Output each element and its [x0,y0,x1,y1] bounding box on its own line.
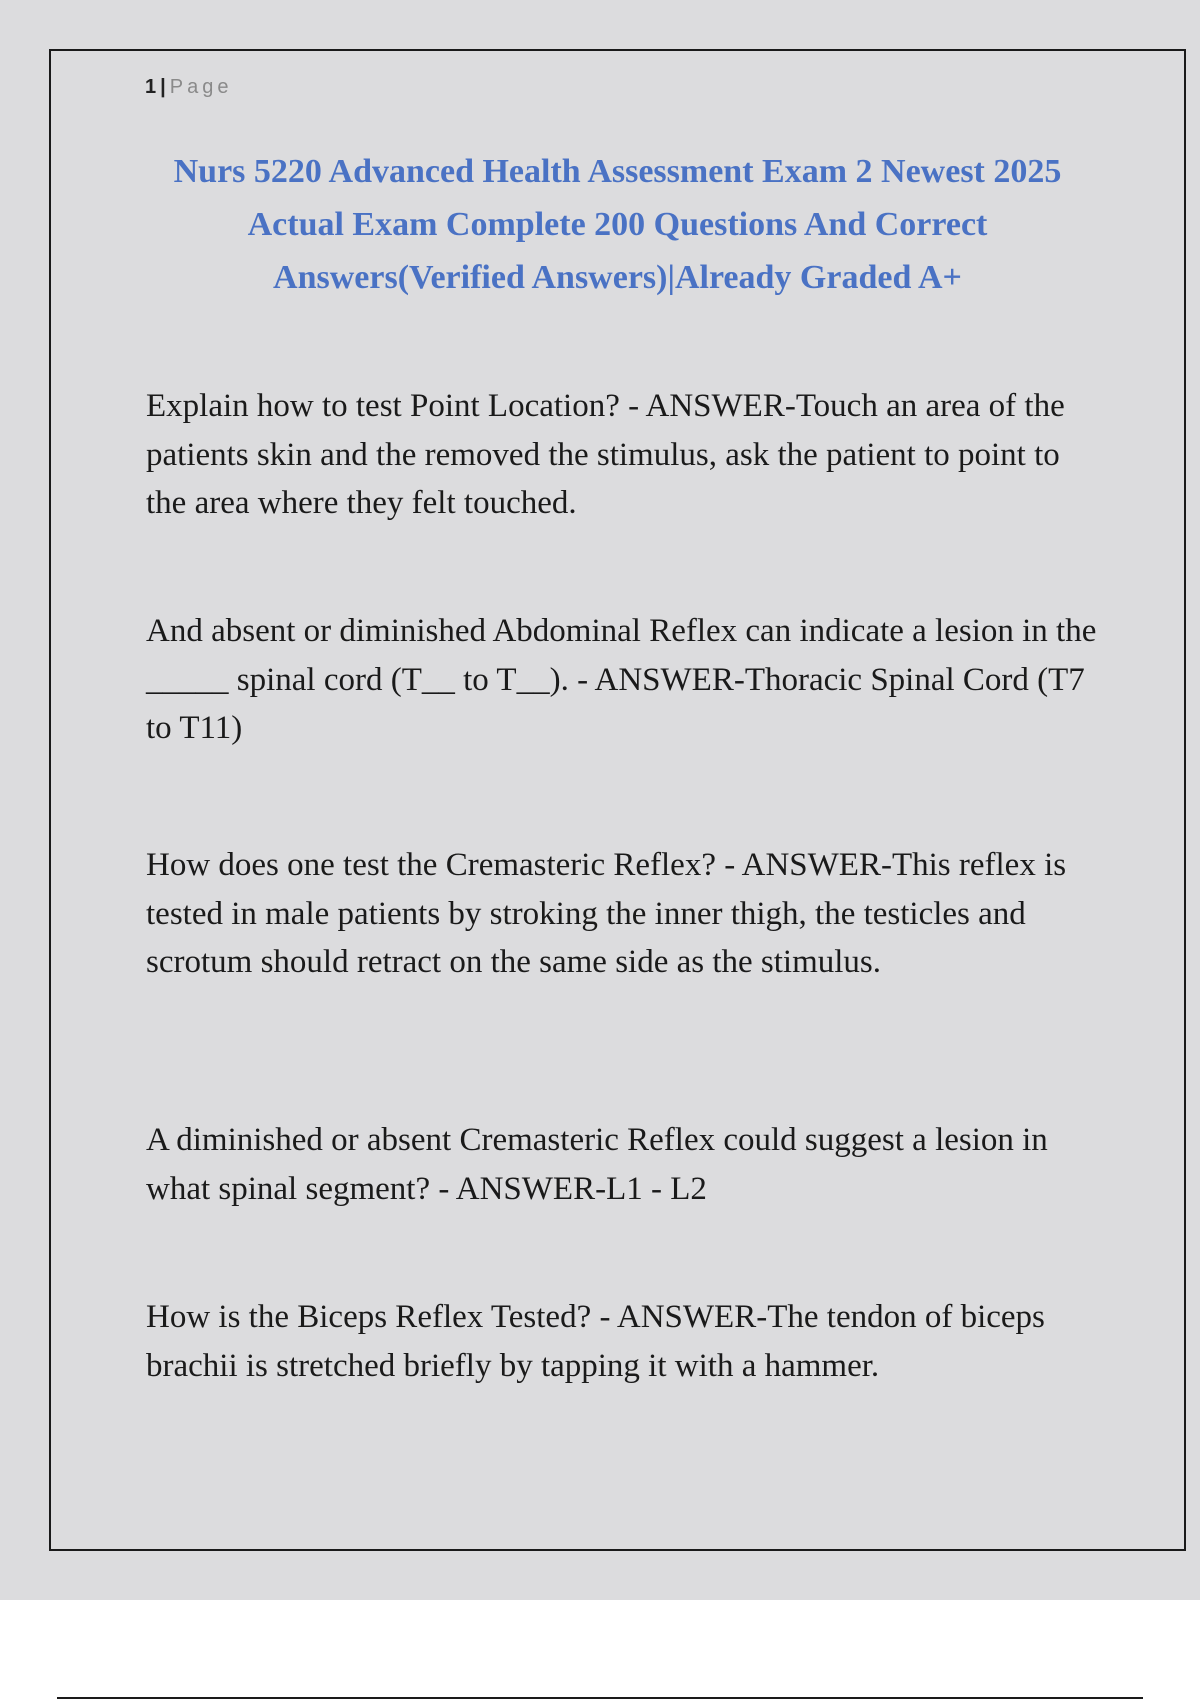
qa-item: Explain how to test Point Location? - ANSWER-Touch an area of the patients skin and the removed the stimulus, ask the patient to point to the area where they felt touched. [146,388,1065,521]
qa-item: And absent or diminished Abdominal Reflex can indicate a lesion in the _____ spinal cord (T__ to T__). - ANSWER-Thoracic Spinal Cord (T7 to T11) [146,613,1097,746]
page-number-separator: | [160,76,166,98]
qa-item: How is the Biceps Reflex Tested? - ANSWER-The tendon of biceps brachii is stretched briefly by tapping it with a hammer. [146,1299,1045,1384]
page-label: Page [169,76,233,98]
qa-item: How does one test the Cremasteric Reflex? - ANSWER-This reflex is tested in male patients by stroking the inner thigh, the testicles and scrotum should retract on the same side as the stimulus. [146,847,1067,980]
footer-divider [57,1697,1143,1699]
page-number-header [145,76,232,99]
document-title: Nurs 5220 Advanced Health Assessment Exam 2 Newest 2025 Actual Exam Complete 200 Questions And Correct Answers(Verified Answers)|Already Graded A+ [173,153,1062,296]
qa-item: A diminished or absent Cremasteric Reflex could suggest a lesion in what spinal segment? - ANSWER-L1 - L2 [146,1122,1048,1207]
page-number: 1 [145,76,157,98]
